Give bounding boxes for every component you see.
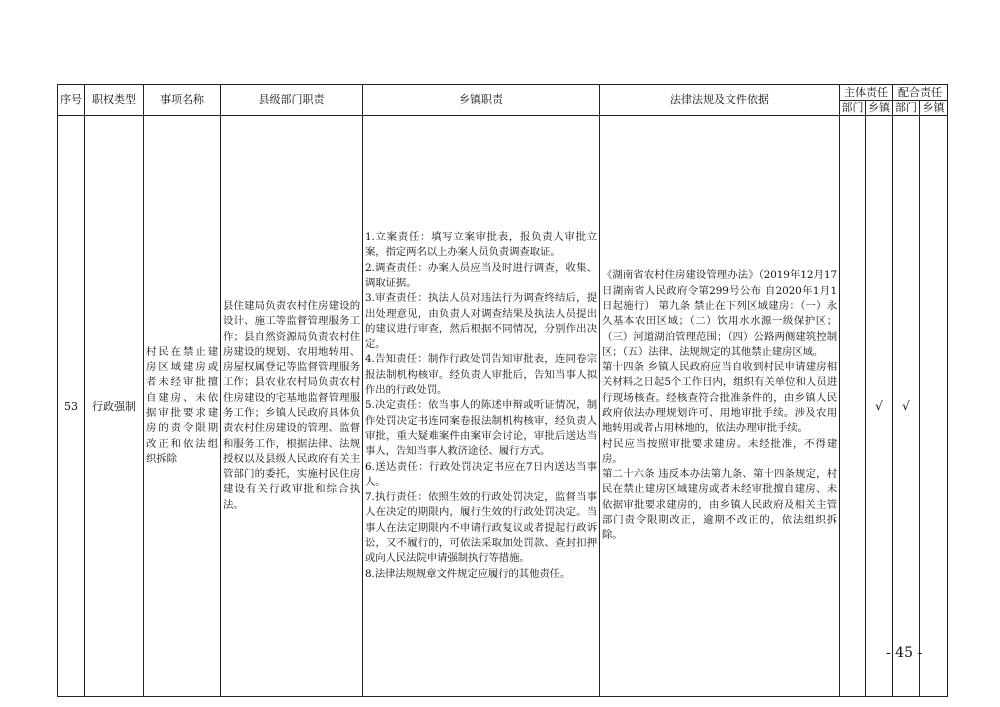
header-main-dept: 部门 [841, 101, 864, 114]
township-duty-6: 6.送达责任：行政处罚决定书应在7日内送达当事人。 [365, 460, 597, 488]
main-dept-check [840, 116, 866, 697]
header-legal-basis: 法律法规及文件依据 [600, 85, 840, 116]
main-township-check: √ [866, 116, 893, 697]
header-township-duty: 乡镇职责 [363, 85, 600, 116]
township-duty-4: 4.告知责任：制作行政处罚告知审批表，连同卷宗报法制机构核审。经负责人审批后，告知当事人拟作出的行政处罚。 [365, 353, 597, 397]
row-legal-basis [600, 116, 840, 697]
row-power-type: 行政强制 [85, 116, 144, 697]
coop-township-check [920, 116, 948, 697]
header-main-responsibility: 主体责任 [840, 85, 893, 101]
township-duty-1: 1.立案责任：填写立案审批表，报负责人审批立案，指定两名以上办案人员负责调查取证。 [365, 231, 597, 259]
header-county-duty: 县级部门职责 [221, 85, 363, 116]
coop-dept-check: √ [893, 116, 920, 697]
row-county-duty: 县住建局负责农村住房建设的设计、施工等监督管理服务工作；县自然资源局负责农村住房建设的规划、农用地转用、房屋权属登记等监督管理服务工作；县农业农村局负责农村住房建设的宅基地监督管理服务工作；乡镇人民政府具体负责农村住房建设的管理、监督和服务工作，根据法律、法规授权以及县级人民政府有关主管部门的委托，实施村民住房建设有关行政审批和综合执法。 [221, 116, 363, 697]
header-coop-township: 乡镇 [920, 101, 948, 116]
responsibility-table [57, 84, 948, 697]
township-duty-7: 7.执行责任：依照生效的行政处罚决定，监督当事人在决定的期限内，履行生效的行政处罚决定。当事人在法定期限内不申请行政复议或者提起行政诉讼，又不履行的，可依法采取加处罚款、查封扣押或向人民法院申请强制执行等措施。 [365, 491, 597, 565]
township-duty-3: 3.审查责任：执法人员对违法行为调查终结后，提出处理意见，由负责人对调查结果及执法人员提出的建议进行审查，然后根据不同情况，分别作出决定。 [365, 292, 597, 351]
header-index: 序号 [58, 85, 85, 116]
row-index: 53 [58, 116, 85, 697]
header-main-township: 乡镇 [866, 101, 893, 116]
township-duty-8: 8.法律法规规章文件规定应履行的其他责任。 [365, 567, 571, 580]
row-township-duties [363, 116, 600, 697]
township-duty-2: 2.调查责任：办案人员应当及时进行调查，收集、调取证据。 [365, 261, 597, 289]
page-number: - 45 - [886, 645, 923, 661]
table-row [58, 116, 948, 697]
header-item-name: 事项名称 [144, 85, 221, 116]
township-duty-5: 5.决定责任：依当事人的陈述申辩或听证情况，制作处罚决定书连同案卷报法制机构核审，经负责人审批，重大疑难案件由案审会讨论，审批后送达当事人，告知当事人救济途径、履行方式。 [365, 399, 597, 458]
legal-basis-3: 村民应当按照审批要求建房。未经批准，不得建房。 [602, 437, 837, 465]
legal-basis-1: 《湖南省农村住房建设管理办法》（2019年12月17日湖南省人民政府令第299号公布 自2020年1月1日起施行） 第九条 禁止在下列区域建房：（一）永久基本农田区域；（二）饮用水水源一级保护区；（三）河道湖泊管理范围；（四）公路两侧建筑控制区；（五）法律、法规规定的其他禁止建房区域。 [602, 269, 837, 358]
legal-basis-2: 第十四条 乡镇人民政府应当自收到村民申请建房相关材料之日起5个工作日内，组织有关单位和人员进行现场核查。经核查符合批准条件的，由乡镇人民政府依法办理规划许可、用地审批手续。涉及农用地转用或者占用林地的，依法办理审批手续。 [602, 361, 837, 435]
header-cooperating-responsibility: 配合责任 [893, 85, 948, 101]
header-power-type: 职权类型 [85, 85, 144, 116]
header-coop-dept: 部门 [893, 101, 920, 116]
legal-basis-4: 第二十六条 违反本办法第九条、第十四条规定，村民在禁止建房区域建房或者未经审批擅自建房、未依据审批要求建房的，由乡镇人民政府及相关主管部门责令限期改正，逾期不改正的，依法组织拆除。 [602, 468, 837, 542]
row-item-name: 村民在禁止建房区域建房或者未经审批擅自建房、未依据审批要求建房的责令限期改正和依法组织拆除 [144, 116, 221, 697]
